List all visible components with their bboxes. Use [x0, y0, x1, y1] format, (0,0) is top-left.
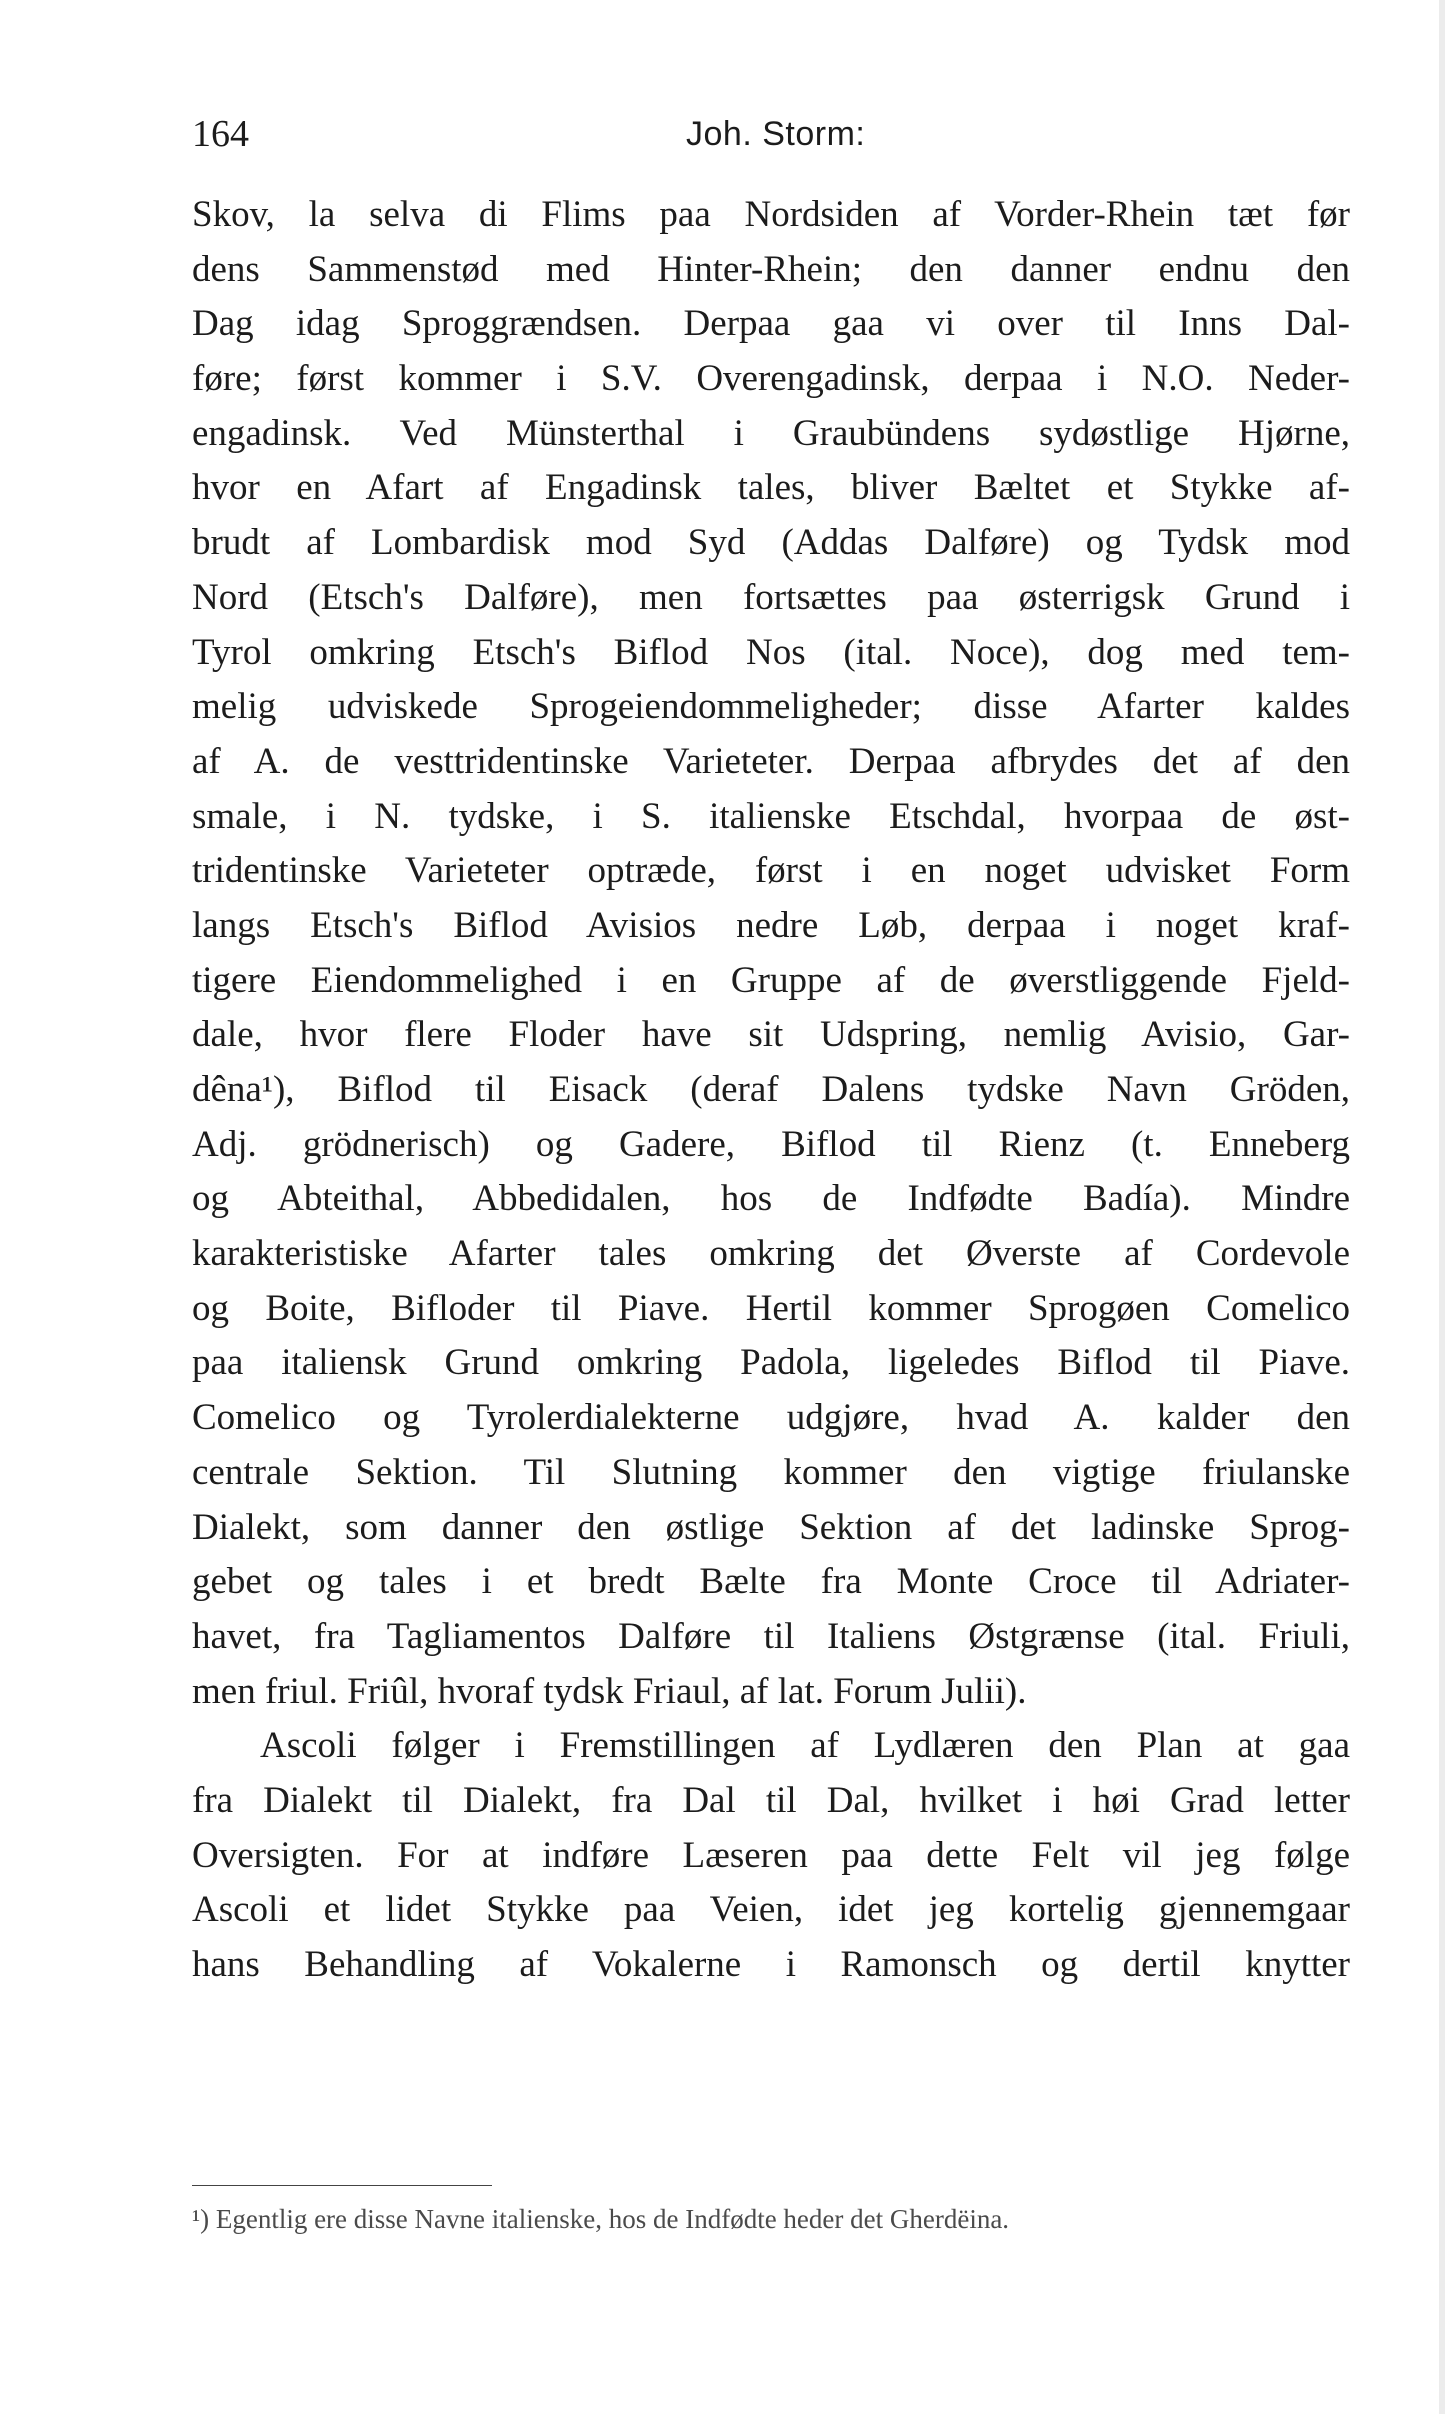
text-line: smale, i N. tydske, i S. italienske Etschdal, hvorpaa de øst- — [192, 795, 1350, 837]
footnote-divider — [192, 2185, 492, 2186]
text-line: melig udviskede Sprogeiendommeligheder; disse Afarter kaldes — [192, 686, 1350, 728]
text-line: og Abteithal, Abbedidalen, hos de Indfødte Badía). Mindre — [192, 1178, 1350, 1220]
paragraph-start-line: Ascoli følger i Fremstillingen af Lydlæren den Plan at gaa — [260, 1725, 1350, 1767]
text-line: Oversigten. For at indføre Læseren paa dette Felt vil jeg følge — [192, 1834, 1350, 1876]
footnote-marker: ¹) — [192, 2204, 210, 2234]
text-line: langs Etsch's Biflod Avisios nedre Løb, derpaa i noget kraf- — [192, 904, 1350, 946]
text-line: tigere Eiendommelighed i en Gruppe af de øverstliggende Fjeld- — [192, 959, 1350, 1001]
text-line: brudt af Lombardisk mod Syd (Addas Dalføre) og Tydsk mod — [192, 522, 1350, 564]
text-line: hans Behandling af Vokalerne i Ramonsch og dertil knytter — [192, 1944, 1350, 1985]
text-line: føre; først kommer i S.V. Overengadinsk, derpaa i N.O. Neder- — [192, 358, 1350, 400]
text-line: Dag idag Sproggrændsen. Derpaa gaa vi over til Inns Dal- — [192, 303, 1350, 345]
text-line: fra Dialekt til Dialekt, fra Dal til Dal, hvilket i høi Grad letter — [192, 1779, 1350, 1821]
text-line: tridentinske Varieteter optræde, først i en noget udvisket Form — [192, 850, 1350, 892]
text-line: havet, fra Tagliamentos Dalføre til Italiens Østgrænse (ital. Friuli, — [192, 1615, 1350, 1657]
body-text — [192, 188, 1350, 1993]
text-line: dêna¹), Biflod til Eisack (deraf Dalens tydske Navn Gröden, — [192, 1069, 1350, 1110]
running-title: Joh. Storm: — [686, 115, 866, 153]
text-line: engadinsk. Ved Münsterthal i Graubündens sydøstlige Hjørne, — [192, 412, 1350, 454]
text-line: Nord (Etsch's Dalføre), men fortsættes paa østerrigsk Grund i — [192, 576, 1350, 618]
text-line: hvor en Afart af Engadinsk tales, bliver Bæltet et Stykke af- — [192, 467, 1350, 509]
text-line: Tyrol omkring Etsch's Biflod Nos (ital. Noce), dog med tem- — [192, 631, 1350, 673]
text-line: Dialekt, som danner den østlige Sektion af det ladinske Sprog- — [192, 1506, 1350, 1548]
text-line: karakteristiske Afarter tales omkring det Øverste af Cordevole — [192, 1233, 1350, 1275]
text-line: Comelico og Tyrolerdialekterne udgjøre, hvad A. kalder den — [192, 1397, 1350, 1439]
text-line: Adj. grödnerisch) og Gadere, Biflod til Rienz (t. Enneberg — [192, 1123, 1350, 1165]
running-head — [192, 110, 1342, 158]
text-line: Ascoli et lidet Stykke paa Veien, idet jeg kortelig gjennemgaar — [192, 1889, 1350, 1931]
text-line: Skov, la selva di Flims paa Nordsiden af Vorder-Rhein tæt før — [192, 194, 1350, 235]
page-edge-shadow — [1439, 0, 1445, 2414]
text-line: og Boite, Bifloder til Piave. Hertil kommer Sprogøen Comelico — [192, 1287, 1350, 1329]
text-line: paa italiensk Grund omkring Padola, ligeledes Biflod til Piave. — [192, 1342, 1350, 1384]
footnote — [192, 2198, 1350, 2240]
text-line: men friul. Friûl, hvoraf tydsk Friaul, af lat. Forum Julii). — [192, 1670, 1027, 1712]
text-line: af A. de vesttridentinske Varieteter. Derpaa afbrydes det af den — [192, 740, 1350, 782]
page-number: 164 — [192, 113, 249, 155]
text-line: dens Sammenstød med Hinter-Rhein; den danner endnu den — [192, 248, 1350, 290]
text-line: dale, hvor flere Floder have sit Udspring, nemlig Avisio, Gar- — [192, 1014, 1350, 1056]
text-line: gebet og tales i et bredt Bælte fra Monte Croce til Adriater- — [192, 1561, 1350, 1603]
footnote-text: Egentlig ere disse Navne italienske, hos de Indfødte heder det Gherdëina. — [215, 2204, 1010, 2234]
text-line: centrale Sektion. Til Slutning kommer den vigtige friulanske — [192, 1451, 1350, 1493]
